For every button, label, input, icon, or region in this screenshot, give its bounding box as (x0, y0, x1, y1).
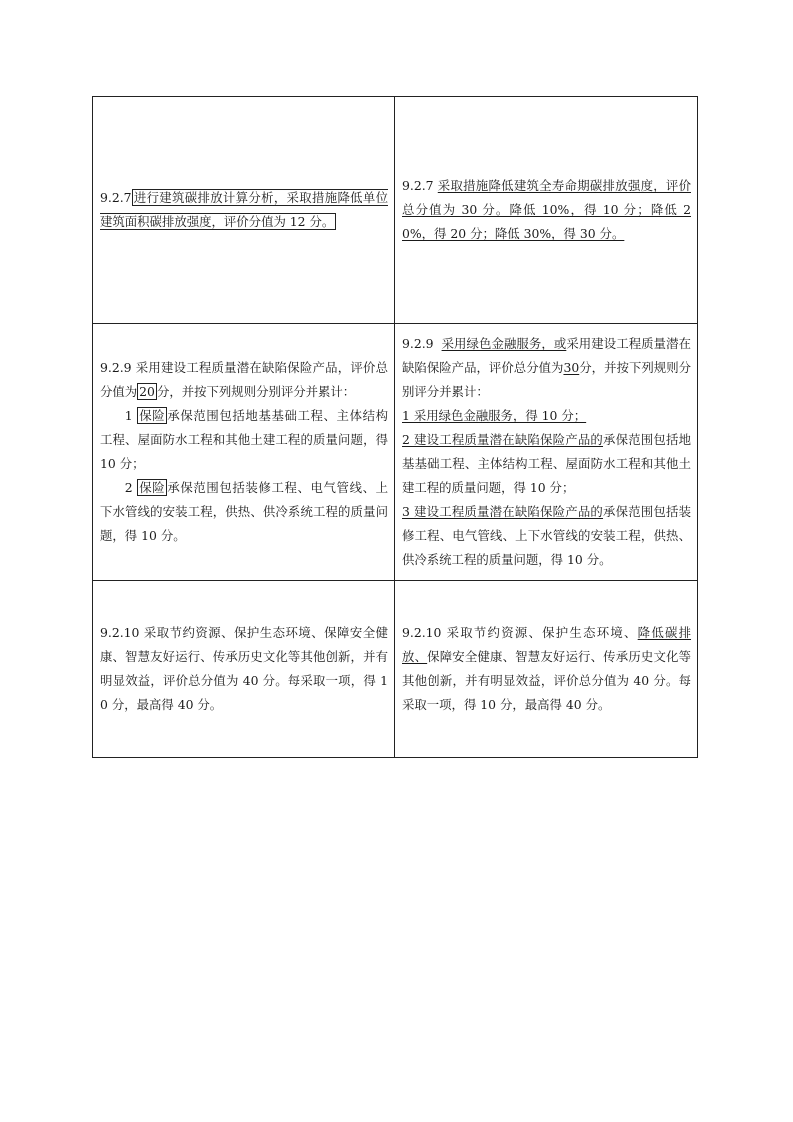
clause-number: 9.2.7 (402, 178, 434, 193)
new-clause-9-2-10 (395, 581, 698, 758)
underlined-insertion: 降低碳排放、 (402, 625, 692, 664)
table-row (93, 581, 698, 758)
boxed-score: 20 (139, 384, 155, 399)
underlined-insertion: 采取措施降低建筑全寿命期碳排放强度，评价总分值为 30 分。降低 10%，得 10 分；降低 20%，得 20 分；降低 30%，得 30 分。 (402, 178, 691, 241)
clause-number: 9.2.9 (402, 336, 434, 351)
new-clause-9-2-7 (395, 97, 698, 324)
old-clause-9-2-7 (93, 97, 395, 324)
clause-number: 9.2.7 (100, 190, 132, 205)
clause-lead-tail: 分，并按下列规则分别评分并累计： (156, 384, 356, 399)
item-text: 承保范围包括装修工程、电气管线、上下水管线的安装工程，供热、供冷系统工程的质量问题，得 10 分。 (402, 504, 691, 567)
item-number: 2 (124, 480, 133, 495)
clause-lead: 9.2.9 采用建设工程质量潜在缺陷保险产品，评价总分值为 (100, 360, 388, 399)
item-text: 承保范围包括装修工程、电气管线、上下水管线的安装工程，供热、供冷系统工程的质量问题，得 10 分。 (100, 480, 389, 543)
clause-lead: 采用建设工程质量潜在缺陷保险产品，评价总分值为 (402, 336, 691, 375)
boxed-deletion: 保险 (139, 480, 166, 495)
new-clause-9-2-9 (395, 324, 698, 581)
underlined-score: 30 (563, 360, 580, 375)
old-clause-9-2-10 (93, 581, 395, 758)
item-text: 承保范围包括地基基础工程、主体结构工程、屋面防水工程和其他土建工程的质量问题，得 10 分； (402, 432, 691, 495)
old-clause-9-2-9 (93, 324, 395, 581)
clause-lead-tail: 分，并按下列规则分别评分并累计： (402, 360, 692, 399)
comparison-table (92, 96, 698, 758)
underlined-insertion: 采用绿色金融服务，或 (441, 336, 567, 351)
clause-text: 9.2.10 采取节约资源、保护生态环境、保障安全健康、智慧友好运行、传承历史文化等其他创新，并有明显效益，评价总分值为 40 分。每采取一项，得 10 分，最高得 40 分。 (100, 625, 388, 712)
item-number: 1 (124, 408, 133, 423)
boxed-deletion: 保险 (139, 408, 166, 423)
clause-text-tail: 保障安全健康、智慧友好运行、传承历史文化等其他创新，并有明显效益，评价总分值为 40 分。每采取一项，得 10 分，最高得 40 分。 (402, 649, 692, 712)
item-text: 承保范围包括地基基础工程、主体结构工程、屋面防水工程和其他土建工程的质量问题，得 10 分； (100, 408, 389, 471)
underlined-insertion: 3 建设工程质量潜在缺陷保险产品的 (402, 504, 604, 519)
boxed-deletion: 进行建筑碳排放计算分析，采取措施降低单位建筑面积碳排放强度，评价分值为 12 分。 (100, 190, 388, 229)
underlined-insertion: 1 采用绿色金融服务，得 10 分； (402, 408, 587, 423)
table-row (93, 324, 698, 581)
table-row (93, 97, 698, 324)
clause-text: 9.2.10 采取节约资源、保护生态环境、 (402, 625, 638, 640)
underlined-insertion: 2 建设工程质量潜在缺陷保险产品的 (402, 432, 604, 447)
